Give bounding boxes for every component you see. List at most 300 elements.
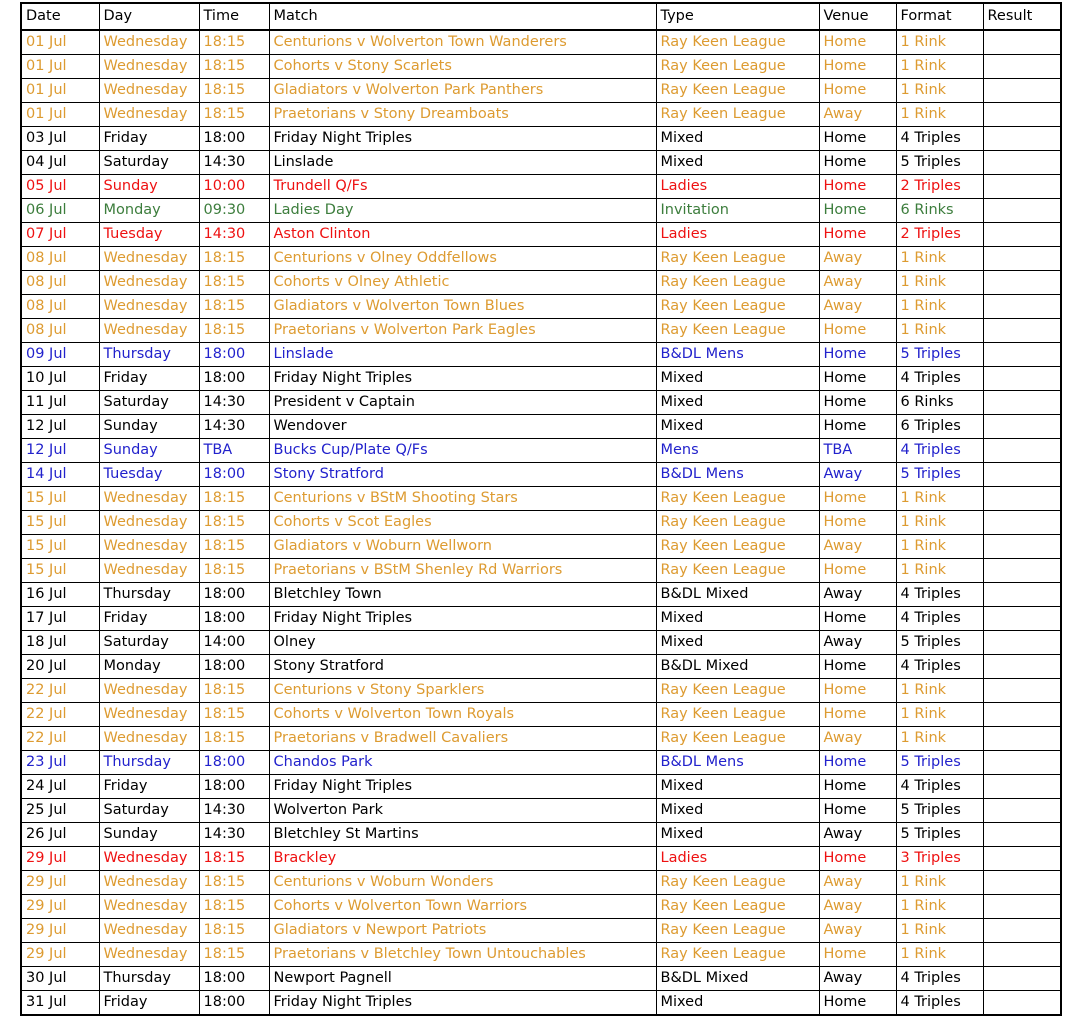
cell-type: Mixed: [656, 823, 819, 847]
cell-date: 04 Jul: [21, 151, 99, 175]
cell-venue: Home: [819, 655, 896, 679]
cell-format: 4 Triples: [896, 367, 983, 391]
cell-venue: Away: [819, 631, 896, 655]
cell-format: 6 Triples: [896, 415, 983, 439]
cell-date: 29 Jul: [21, 847, 99, 871]
cell-venue: Away: [819, 895, 896, 919]
cell-time: 18:15: [199, 103, 269, 127]
cell-result: [983, 679, 1061, 703]
cell-match: Friday Night Triples: [269, 775, 656, 799]
cell-time: 18:00: [199, 775, 269, 799]
cell-venue: Home: [819, 559, 896, 583]
cell-format: 4 Triples: [896, 127, 983, 151]
cell-venue: Home: [819, 319, 896, 343]
cell-format: 1 Rink: [896, 487, 983, 511]
cell-format: 1 Rink: [896, 271, 983, 295]
cell-result: [983, 103, 1061, 127]
table-row: [21, 103, 1061, 127]
cell-type: Ray Keen League: [656, 871, 819, 895]
cell-format: 4 Triples: [896, 655, 983, 679]
cell-day: Friday: [99, 991, 199, 1016]
cell-date: 20 Jul: [21, 655, 99, 679]
table-row: [21, 943, 1061, 967]
cell-venue: Home: [819, 367, 896, 391]
cell-date: 30 Jul: [21, 967, 99, 991]
cell-time: 14:00: [199, 631, 269, 655]
cell-result: [983, 631, 1061, 655]
cell-day: Saturday: [99, 799, 199, 823]
cell-date: 29 Jul: [21, 895, 99, 919]
cell-result: [983, 559, 1061, 583]
table-row: [21, 439, 1061, 463]
cell-date: 08 Jul: [21, 295, 99, 319]
cell-result: [983, 415, 1061, 439]
cell-type: Ray Keen League: [656, 319, 819, 343]
cell-date: 22 Jul: [21, 727, 99, 751]
cell-date: 08 Jul: [21, 319, 99, 343]
table-row: [21, 583, 1061, 607]
cell-time: 18:15: [199, 271, 269, 295]
cell-type: Mixed: [656, 127, 819, 151]
cell-type: Mixed: [656, 775, 819, 799]
cell-format: 4 Triples: [896, 607, 983, 631]
column-header-day: Day: [99, 3, 199, 30]
cell-day: Thursday: [99, 343, 199, 367]
cell-result: [983, 943, 1061, 967]
cell-venue: Away: [819, 271, 896, 295]
cell-result: [983, 919, 1061, 943]
cell-format: 1 Rink: [896, 247, 983, 271]
cell-result: [983, 30, 1061, 55]
cell-day: Saturday: [99, 391, 199, 415]
cell-time: 18:00: [199, 127, 269, 151]
cell-type: Ray Keen League: [656, 943, 819, 967]
cell-match: Praetorians v Bradwell Cavaliers: [269, 727, 656, 751]
cell-time: 14:30: [199, 391, 269, 415]
cell-match: Stony Stratford: [269, 655, 656, 679]
cell-format: 2 Triples: [896, 175, 983, 199]
cell-day: Wednesday: [99, 511, 199, 535]
cell-type: Ray Keen League: [656, 247, 819, 271]
table-row: [21, 511, 1061, 535]
cell-result: [983, 175, 1061, 199]
table-row: [21, 247, 1061, 271]
cell-day: Saturday: [99, 631, 199, 655]
cell-time: 18:15: [199, 847, 269, 871]
cell-type: Mixed: [656, 415, 819, 439]
cell-venue: Home: [819, 991, 896, 1016]
cell-day: Wednesday: [99, 727, 199, 751]
cell-result: [983, 487, 1061, 511]
table-row: [21, 295, 1061, 319]
cell-match: Friday Night Triples: [269, 607, 656, 631]
cell-match: Newport Pagnell: [269, 967, 656, 991]
table-row: [21, 727, 1061, 751]
cell-match: Brackley: [269, 847, 656, 871]
cell-day: Wednesday: [99, 295, 199, 319]
cell-day: Friday: [99, 367, 199, 391]
cell-match: Bucks Cup/Plate Q/Fs: [269, 439, 656, 463]
cell-venue: Home: [819, 151, 896, 175]
cell-day: Wednesday: [99, 487, 199, 511]
cell-result: [983, 439, 1061, 463]
cell-date: 01 Jul: [21, 79, 99, 103]
cell-result: [983, 967, 1061, 991]
cell-date: 24 Jul: [21, 775, 99, 799]
cell-venue: Home: [819, 607, 896, 631]
cell-venue: TBA: [819, 439, 896, 463]
cell-match: President v Captain: [269, 391, 656, 415]
cell-time: 18:00: [199, 463, 269, 487]
cell-venue: Away: [819, 103, 896, 127]
cell-time: 18:15: [199, 30, 269, 55]
cell-date: 07 Jul: [21, 223, 99, 247]
cell-type: Mixed: [656, 367, 819, 391]
cell-type: Mixed: [656, 151, 819, 175]
cell-result: [983, 655, 1061, 679]
cell-time: 09:30: [199, 199, 269, 223]
cell-format: 3 Triples: [896, 847, 983, 871]
table-row: [21, 223, 1061, 247]
cell-venue: Home: [819, 30, 896, 55]
cell-date: 17 Jul: [21, 607, 99, 631]
table-row: [21, 631, 1061, 655]
cell-result: [983, 151, 1061, 175]
table-row: [21, 607, 1061, 631]
cell-venue: Home: [819, 223, 896, 247]
cell-venue: Home: [819, 703, 896, 727]
cell-time: 18:15: [199, 895, 269, 919]
cell-match: Cohorts v Olney Athletic: [269, 271, 656, 295]
cell-match: Centurions v Olney Oddfellows: [269, 247, 656, 271]
table-row: [21, 55, 1061, 79]
cell-venue: Home: [819, 199, 896, 223]
cell-format: 4 Triples: [896, 439, 983, 463]
cell-match: Linslade: [269, 151, 656, 175]
cell-time: 18:15: [199, 679, 269, 703]
cell-match: Linslade: [269, 343, 656, 367]
cell-type: Ray Keen League: [656, 30, 819, 55]
cell-type: Mixed: [656, 631, 819, 655]
cell-match: Chandos Park: [269, 751, 656, 775]
table-body: [21, 30, 1061, 1015]
cell-time: 18:15: [199, 943, 269, 967]
cell-format: 2 Triples: [896, 223, 983, 247]
cell-match: Praetorians v Stony Dreamboats: [269, 103, 656, 127]
cell-result: [983, 583, 1061, 607]
cell-time: 18:00: [199, 607, 269, 631]
cell-result: [983, 703, 1061, 727]
table-row: [21, 871, 1061, 895]
cell-day: Wednesday: [99, 871, 199, 895]
cell-day: Tuesday: [99, 463, 199, 487]
table-row: [21, 30, 1061, 55]
fixture-table: [20, 2, 1062, 1016]
cell-format: 1 Rink: [896, 559, 983, 583]
cell-date: 09 Jul: [21, 343, 99, 367]
cell-type: Ray Keen League: [656, 727, 819, 751]
cell-day: Wednesday: [99, 703, 199, 727]
cell-format: 5 Triples: [896, 151, 983, 175]
cell-time: 18:15: [199, 511, 269, 535]
cell-day: Thursday: [99, 751, 199, 775]
cell-type: Ray Keen League: [656, 55, 819, 79]
column-header-result: Result: [983, 3, 1061, 30]
cell-match: Aston Clinton: [269, 223, 656, 247]
column-header-venue: Venue: [819, 3, 896, 30]
cell-day: Saturday: [99, 151, 199, 175]
table-row: [21, 199, 1061, 223]
cell-date: 15 Jul: [21, 559, 99, 583]
cell-date: 15 Jul: [21, 487, 99, 511]
cell-venue: Home: [819, 511, 896, 535]
cell-type: Ray Keen League: [656, 487, 819, 511]
table-row: [21, 151, 1061, 175]
cell-venue: Home: [819, 391, 896, 415]
cell-result: [983, 55, 1061, 79]
cell-venue: Away: [819, 295, 896, 319]
table-row: [21, 559, 1061, 583]
column-header-match: Match: [269, 3, 656, 30]
cell-day: Sunday: [99, 439, 199, 463]
cell-venue: Home: [819, 679, 896, 703]
cell-format: 6 Rinks: [896, 199, 983, 223]
cell-match: Gladiators v Wolverton Town Blues: [269, 295, 656, 319]
cell-result: [983, 991, 1061, 1016]
cell-result: [983, 847, 1061, 871]
cell-date: 29 Jul: [21, 943, 99, 967]
table-row: [21, 799, 1061, 823]
cell-match: Cohorts v Wolverton Town Royals: [269, 703, 656, 727]
cell-day: Wednesday: [99, 943, 199, 967]
cell-type: B&DL Mixed: [656, 967, 819, 991]
cell-venue: Home: [819, 487, 896, 511]
cell-format: 4 Triples: [896, 967, 983, 991]
cell-type: B&DL Mens: [656, 751, 819, 775]
cell-format: 5 Triples: [896, 799, 983, 823]
cell-day: Monday: [99, 199, 199, 223]
table-row: [21, 127, 1061, 151]
cell-time: TBA: [199, 439, 269, 463]
cell-time: 18:00: [199, 655, 269, 679]
cell-match: Wolverton Park: [269, 799, 656, 823]
cell-time: 18:00: [199, 967, 269, 991]
cell-day: Friday: [99, 127, 199, 151]
table-row: [21, 895, 1061, 919]
table-row: [21, 415, 1061, 439]
cell-result: [983, 511, 1061, 535]
cell-day: Wednesday: [99, 103, 199, 127]
cell-time: 10:00: [199, 175, 269, 199]
cell-date: 05 Jul: [21, 175, 99, 199]
cell-day: Sunday: [99, 823, 199, 847]
cell-day: Thursday: [99, 583, 199, 607]
table-row: [21, 367, 1061, 391]
cell-type: B&DL Mens: [656, 463, 819, 487]
cell-format: 5 Triples: [896, 631, 983, 655]
table-row: [21, 991, 1061, 1016]
cell-day: Friday: [99, 607, 199, 631]
cell-venue: Away: [819, 823, 896, 847]
cell-date: 12 Jul: [21, 415, 99, 439]
cell-match: Praetorians v Bletchley Town Untouchables: [269, 943, 656, 967]
cell-time: 18:15: [199, 559, 269, 583]
cell-day: Wednesday: [99, 919, 199, 943]
cell-type: B&DL Mens: [656, 343, 819, 367]
cell-type: B&DL Mixed: [656, 583, 819, 607]
cell-time: 18:15: [199, 919, 269, 943]
cell-type: Ray Keen League: [656, 103, 819, 127]
cell-venue: Home: [819, 775, 896, 799]
cell-result: [983, 223, 1061, 247]
cell-match: Bletchley St Martins: [269, 823, 656, 847]
cell-day: Wednesday: [99, 559, 199, 583]
cell-venue: Away: [819, 583, 896, 607]
cell-time: 18:00: [199, 367, 269, 391]
column-header-type: Type: [656, 3, 819, 30]
cell-result: [983, 871, 1061, 895]
cell-time: 14:30: [199, 151, 269, 175]
cell-match: Olney: [269, 631, 656, 655]
cell-time: 18:00: [199, 751, 269, 775]
cell-venue: Away: [819, 535, 896, 559]
cell-match: Stony Stratford: [269, 463, 656, 487]
cell-time: 18:15: [199, 295, 269, 319]
cell-date: 31 Jul: [21, 991, 99, 1016]
cell-match: Wendover: [269, 415, 656, 439]
cell-type: Ray Keen League: [656, 919, 819, 943]
cell-type: Ray Keen League: [656, 679, 819, 703]
table-row: [21, 823, 1061, 847]
cell-venue: Home: [819, 127, 896, 151]
table-row: [21, 391, 1061, 415]
cell-match: Bletchley Town: [269, 583, 656, 607]
cell-format: 1 Rink: [896, 919, 983, 943]
cell-format: 1 Rink: [896, 79, 983, 103]
cell-match: Ladies Day: [269, 199, 656, 223]
cell-format: 1 Rink: [896, 871, 983, 895]
cell-type: Mixed: [656, 391, 819, 415]
cell-venue: Home: [819, 943, 896, 967]
cell-day: Wednesday: [99, 535, 199, 559]
cell-match: Friday Night Triples: [269, 127, 656, 151]
cell-result: [983, 823, 1061, 847]
column-header-format: Format: [896, 3, 983, 30]
table-row: [21, 967, 1061, 991]
cell-type: Ladies: [656, 175, 819, 199]
cell-time: 14:30: [199, 823, 269, 847]
cell-time: 14:30: [199, 223, 269, 247]
fixture-list-container: [20, 2, 1060, 1016]
cell-venue: Away: [819, 871, 896, 895]
cell-venue: Away: [819, 919, 896, 943]
cell-date: 12 Jul: [21, 439, 99, 463]
cell-format: 1 Rink: [896, 319, 983, 343]
cell-format: 6 Rinks: [896, 391, 983, 415]
cell-result: [983, 295, 1061, 319]
cell-result: [983, 895, 1061, 919]
cell-date: 22 Jul: [21, 679, 99, 703]
cell-match: Gladiators v Newport Patriots: [269, 919, 656, 943]
cell-result: [983, 463, 1061, 487]
cell-result: [983, 535, 1061, 559]
cell-time: 18:15: [199, 55, 269, 79]
cell-result: [983, 751, 1061, 775]
cell-result: [983, 127, 1061, 151]
cell-format: 1 Rink: [896, 55, 983, 79]
cell-time: 18:15: [199, 247, 269, 271]
cell-type: Ray Keen League: [656, 535, 819, 559]
cell-time: 18:15: [199, 727, 269, 751]
column-header-date: Date: [21, 3, 99, 30]
table-row: [21, 655, 1061, 679]
cell-type: Mens: [656, 439, 819, 463]
cell-result: [983, 271, 1061, 295]
cell-format: 5 Triples: [896, 343, 983, 367]
cell-venue: Home: [819, 799, 896, 823]
cell-day: Wednesday: [99, 247, 199, 271]
cell-result: [983, 319, 1061, 343]
cell-venue: Away: [819, 463, 896, 487]
cell-type: Invitation: [656, 199, 819, 223]
cell-format: 5 Triples: [896, 463, 983, 487]
cell-day: Tuesday: [99, 223, 199, 247]
cell-format: 1 Rink: [896, 295, 983, 319]
cell-type: Ray Keen League: [656, 559, 819, 583]
cell-match: Centurions v Stony Sparklers: [269, 679, 656, 703]
cell-date: 18 Jul: [21, 631, 99, 655]
cell-result: [983, 367, 1061, 391]
cell-format: 4 Triples: [896, 991, 983, 1016]
cell-date: 08 Jul: [21, 271, 99, 295]
cell-day: Sunday: [99, 175, 199, 199]
cell-result: [983, 775, 1061, 799]
cell-format: 1 Rink: [896, 511, 983, 535]
cell-format: 5 Triples: [896, 751, 983, 775]
cell-format: 1 Rink: [896, 943, 983, 967]
cell-format: 5 Triples: [896, 823, 983, 847]
cell-day: Wednesday: [99, 55, 199, 79]
table-row: [21, 271, 1061, 295]
cell-type: Ray Keen League: [656, 511, 819, 535]
cell-match: Cohorts v Scot Eagles: [269, 511, 656, 535]
cell-time: 18:00: [199, 991, 269, 1016]
cell-format: 4 Triples: [896, 775, 983, 799]
table-row: [21, 175, 1061, 199]
cell-date: 01 Jul: [21, 55, 99, 79]
cell-time: 14:30: [199, 799, 269, 823]
cell-time: 18:15: [199, 535, 269, 559]
table-row: [21, 919, 1061, 943]
cell-day: Wednesday: [99, 30, 199, 55]
table-row: [21, 319, 1061, 343]
table-row: [21, 487, 1061, 511]
cell-match: Praetorians v BStM Shenley Rd Warriors: [269, 559, 656, 583]
table-row: [21, 463, 1061, 487]
cell-date: 14 Jul: [21, 463, 99, 487]
cell-day: Wednesday: [99, 895, 199, 919]
cell-venue: Home: [819, 751, 896, 775]
table-row: [21, 703, 1061, 727]
cell-date: 25 Jul: [21, 799, 99, 823]
cell-format: 1 Rink: [896, 727, 983, 751]
cell-time: 18:00: [199, 583, 269, 607]
cell-day: Sunday: [99, 415, 199, 439]
cell-date: 29 Jul: [21, 871, 99, 895]
cell-date: 26 Jul: [21, 823, 99, 847]
cell-type: Mixed: [656, 991, 819, 1016]
cell-type: Ray Keen League: [656, 295, 819, 319]
